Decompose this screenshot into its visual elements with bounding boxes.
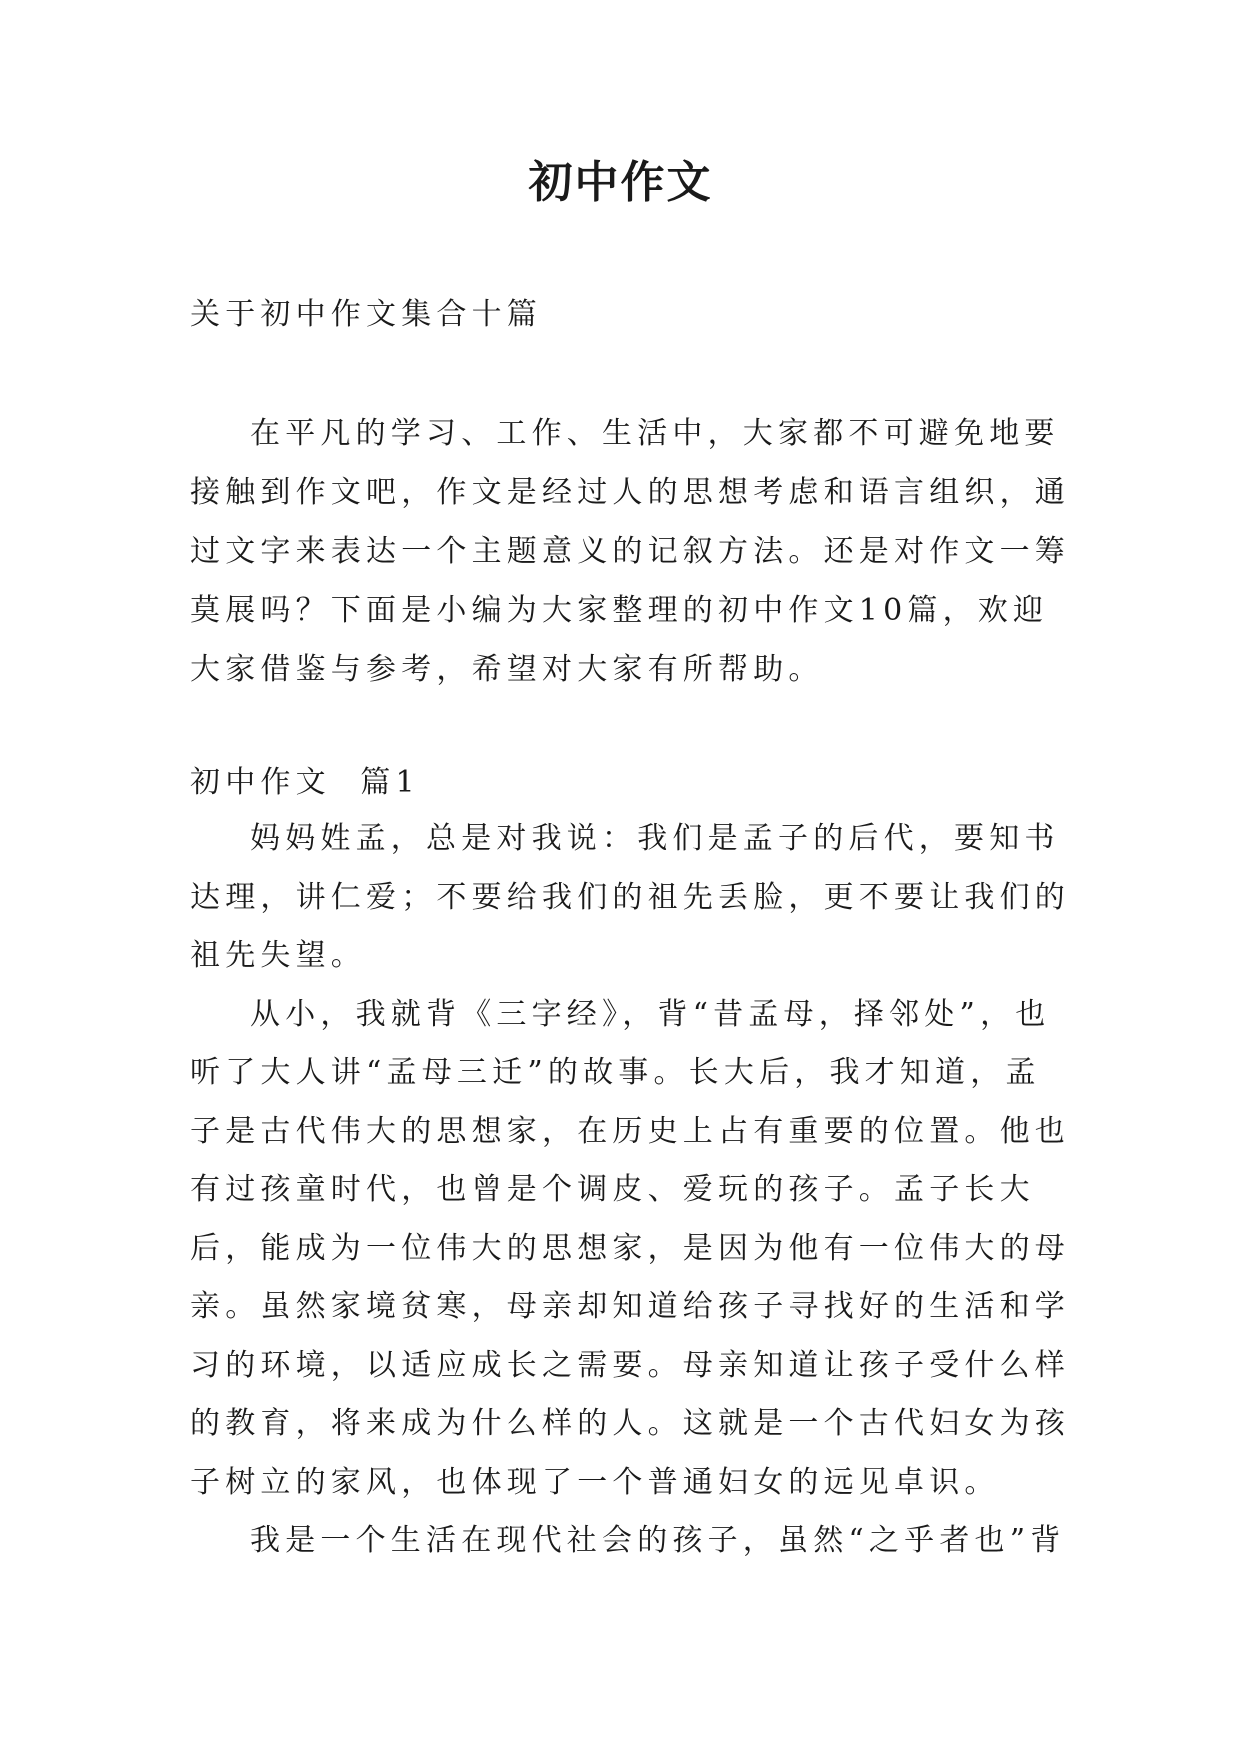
body-paragraph: 妈妈姓孟，总是对我说：我们是孟子的后代，要知书达理，讲仁爱；不要给我们的祖先丢脸，更不要让我们的祖先失望。 xyxy=(190,821,1070,973)
document-subtitle: 关于初中作文集合十篇 xyxy=(190,297,542,332)
body-paragraph: 从小，我就背《三字经》，背“昔孟母，择邻处”，也听了大人讲“孟母三迁”的故事。长大后，我才知道，孟子是古代伟大的思想家，在历史上占有重要的位置。他也有过孩童时代，也曾是个调皮、爱玩的孩子。孟子长大后，能成为一位伟大的思想家，是因为他有一位伟大的母亲。虽然家境贫寒，母亲却知道给孩子寻找好的生活和学习的环境，以适应成长之需要。母亲知道让孩子受什么样的教育，将来成为什么样的人。这就是一个古代妇女为孩子树立的家风，也体现了一个普通妇女的远见卓识。 xyxy=(190,996,1070,1500)
body-paragraph: 我是一个生活在现代社会的孩子，虽然“之乎者也”背 xyxy=(250,1523,1066,1558)
section-body xyxy=(190,810,1070,1571)
document-title: 初中作文 xyxy=(528,157,713,208)
intro-paragraph: 在平凡的学习、工作、生活中，大家都不可避免地要接触到作文吧，作文是经过人的思想考虑和语言组织，通过文字来表达一个主题意义的记叙方法。还是对作文一筹莫展吗？下面是小编为大家整理的初中作文10篇，欢迎大家借鉴与参考，希望对大家有所帮助。 xyxy=(190,416,1070,687)
section-heading: 初中作文 篇1 xyxy=(190,765,420,800)
